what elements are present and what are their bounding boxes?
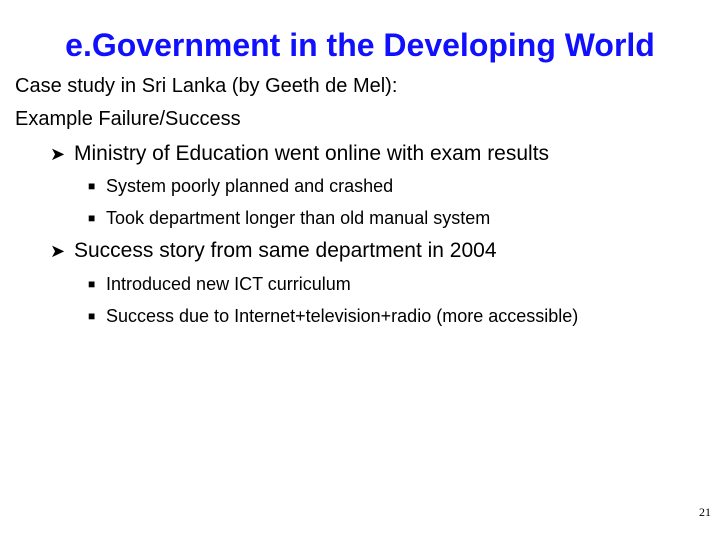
sub-bullet-item — [88, 300, 578, 332]
arrow-bullet-icon: ➤ — [50, 144, 66, 164]
intro-line: Example Failure/Success — [15, 108, 241, 130]
sub-bullet-text: Success due to Internet+television+radio (more accessible) — [106, 306, 579, 326]
bullet-item — [50, 235, 497, 267]
sub-bullet-item — [88, 170, 393, 202]
bullet-text: Success story from same department in 2004 — [74, 239, 497, 262]
square-bullet-icon: ■ — [88, 309, 96, 323]
square-bullet-icon: ■ — [88, 179, 96, 193]
sub-bullet-item — [88, 268, 351, 300]
sub-bullet-item — [88, 202, 490, 234]
bullet-text: Ministry of Education went online with exam results — [74, 142, 550, 165]
page-number: 21 — [699, 505, 711, 519]
arrow-bullet-icon: ➤ — [50, 241, 66, 261]
square-bullet-icon: ■ — [88, 211, 96, 225]
square-bullet-icon: ■ — [88, 277, 96, 291]
sub-bullet-text: Introduced new ICT curriculum — [106, 274, 351, 294]
sub-bullet-text: System poorly planned and crashed — [106, 176, 394, 196]
sub-bullet-text: Took department longer than old manual system — [106, 208, 491, 228]
intro-line: Case study in Sri Lanka (by Geeth de Mel): — [15, 75, 398, 97]
slide-title: e.Government in the Developing World — [65, 27, 655, 63]
bullet-item — [50, 138, 549, 170]
